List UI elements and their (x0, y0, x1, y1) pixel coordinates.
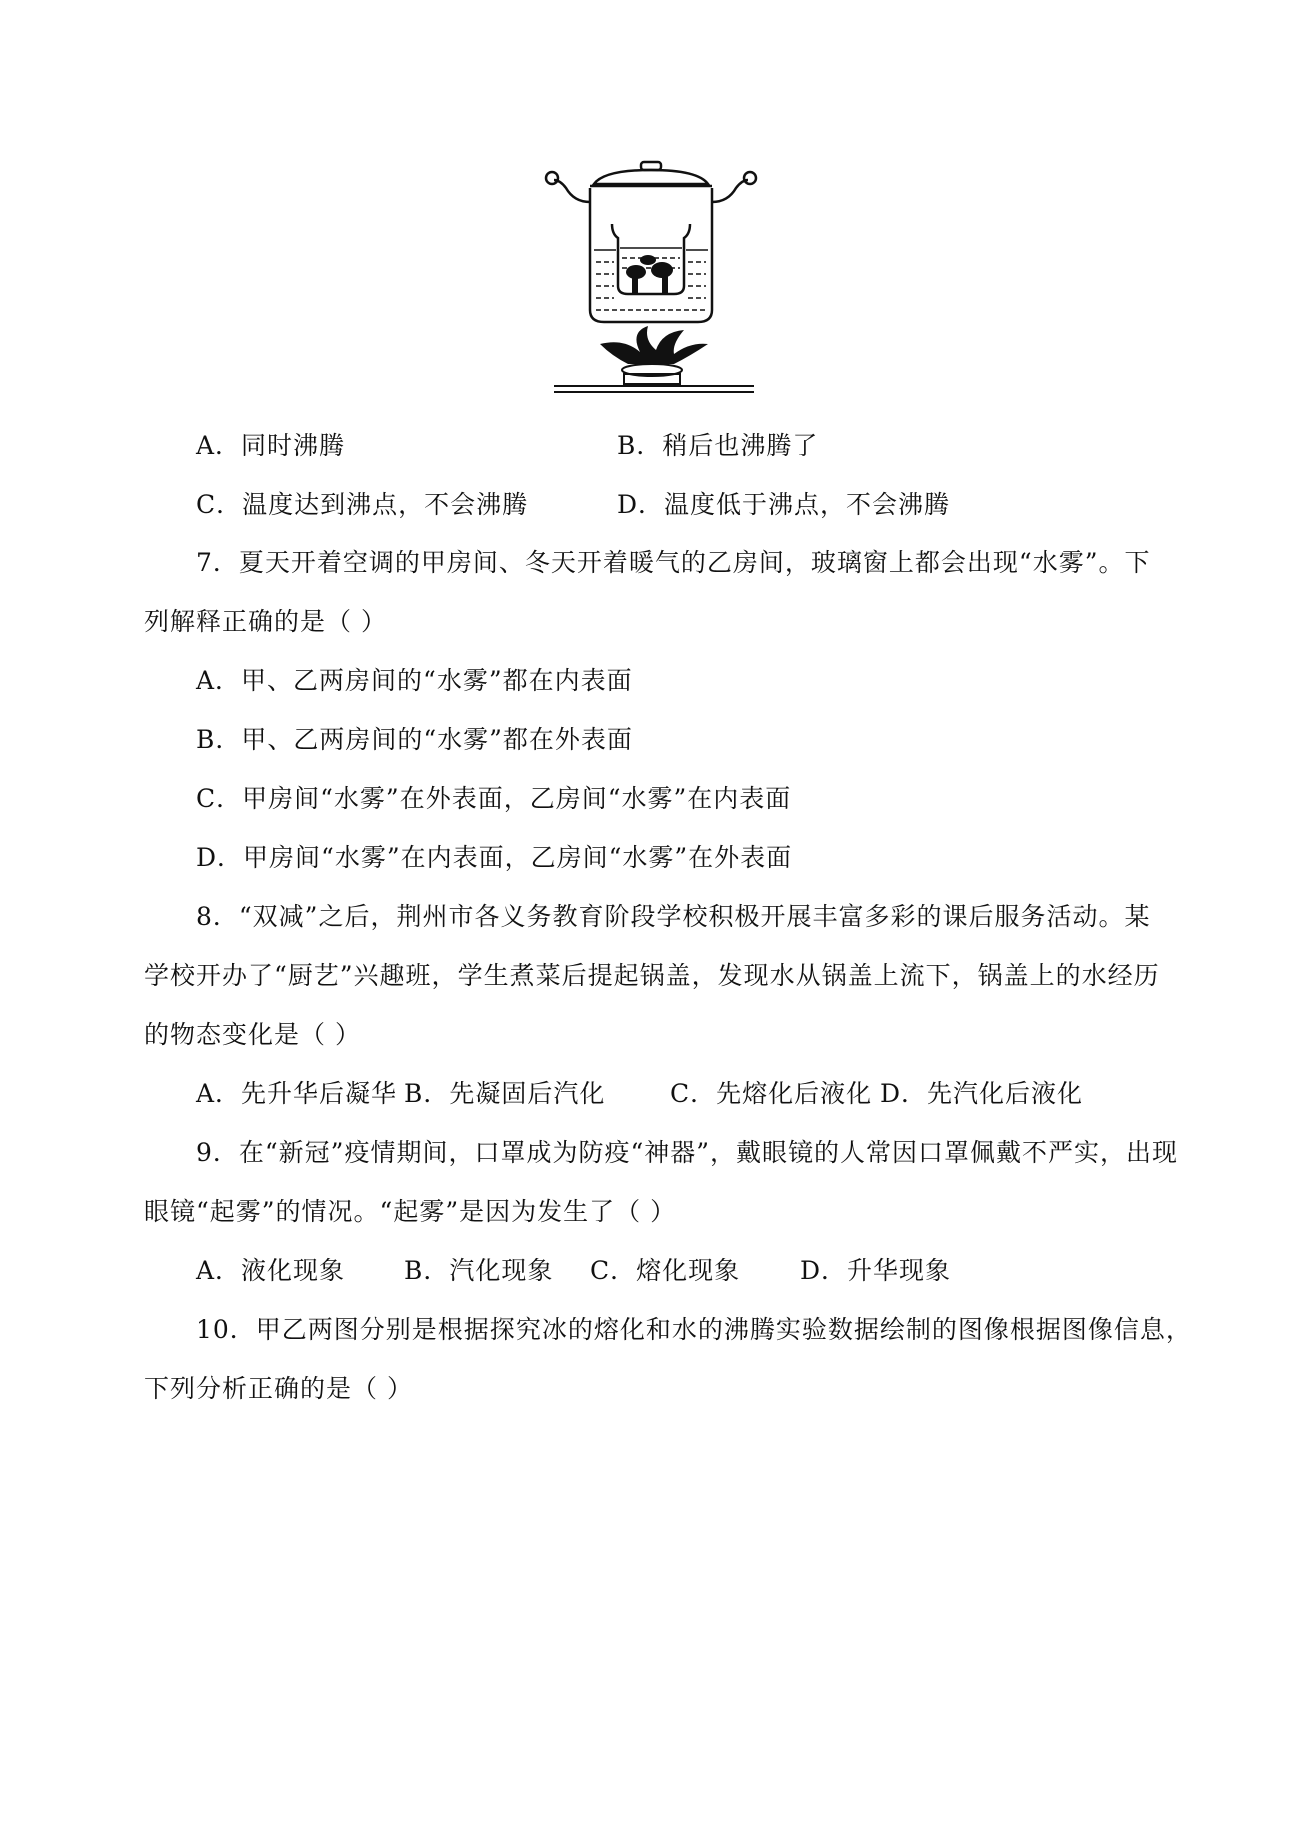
q9-option-c: C．熔化现象 (590, 1256, 741, 1285)
flame-icon (600, 326, 708, 364)
q9-stem-line2: 眼镜“起雾”的情况。“起雾”是因为发生了（ ） (144, 1197, 677, 1226)
q7-option-a: A．甲、乙两房间的“水雾”都在内表面 (196, 666, 633, 695)
q9-stem-line1: 9．在“新冠”疫情期间，口罩成为防疫“神器”，戴眼镜的人常因口罩佩戴不严实，出现 (196, 1138, 1179, 1167)
q8-option-c: C．先熔化后液化 (670, 1079, 873, 1108)
q7-option-b: B．甲、乙两房间的“水雾”都在外表面 (196, 725, 633, 754)
q7-stem-line1: 7．夏天开着空调的甲房间、冬天开着暖气的乙房间，玻璃窗上都会出现“水雾”。下 (196, 548, 1151, 577)
q7-stem-line2: 列解释正确的是（ ） (144, 607, 387, 636)
q6-option-d: D．温度低于沸点，不会沸腾 (617, 490, 951, 519)
q6-option-c: C．温度达到沸点，不会沸腾 (196, 490, 529, 519)
q8-option-b: B．先凝固后汽化 (404, 1079, 606, 1108)
q8-stem-line1: 8．“双减”之后，荆州市各义务教育阶段学校积极开展丰富多彩的课后服务活动。某 (196, 902, 1151, 931)
q9-option-a: A．液化现象 (196, 1256, 346, 1285)
q8-stem-line3: 的物态变化是（ ） (144, 1020, 361, 1049)
q7-option-d: D．甲房间“水雾”在内表面，乙房间“水雾”在外表面 (196, 843, 793, 872)
q10-stem-line1: 10．甲乙两图分别是根据探究冰的熔化和水的沸腾实验数据绘制的图像根据图像信息， (196, 1315, 1192, 1344)
q10-stem-line2: 下列分析正确的是（ ） (144, 1374, 413, 1403)
double-boiler-figure (544, 160, 774, 396)
q6-option-a: A．同时沸腾 (196, 431, 346, 460)
q8-stem-line2: 学校开办了“厨艺”兴趣班，学生煮菜后提起锅盖，发现水从锅盖上流下，锅盖上的水经历 (144, 961, 1160, 990)
q8-option-d: D．先汽化后液化 (880, 1079, 1084, 1108)
q6-option-b: B．稍后也沸腾了 (617, 431, 819, 460)
outer-pot-icon (590, 188, 712, 322)
q9-option-b: B．汽化现象 (404, 1256, 554, 1285)
q9-option-d: D．升华现象 (800, 1256, 952, 1285)
lid-icon (594, 170, 708, 184)
q7-option-c: C．甲房间“水雾”在外表面，乙房间“水雾”在内表面 (196, 784, 792, 813)
q8-option-a: A．先升华后凝华 (196, 1079, 398, 1108)
